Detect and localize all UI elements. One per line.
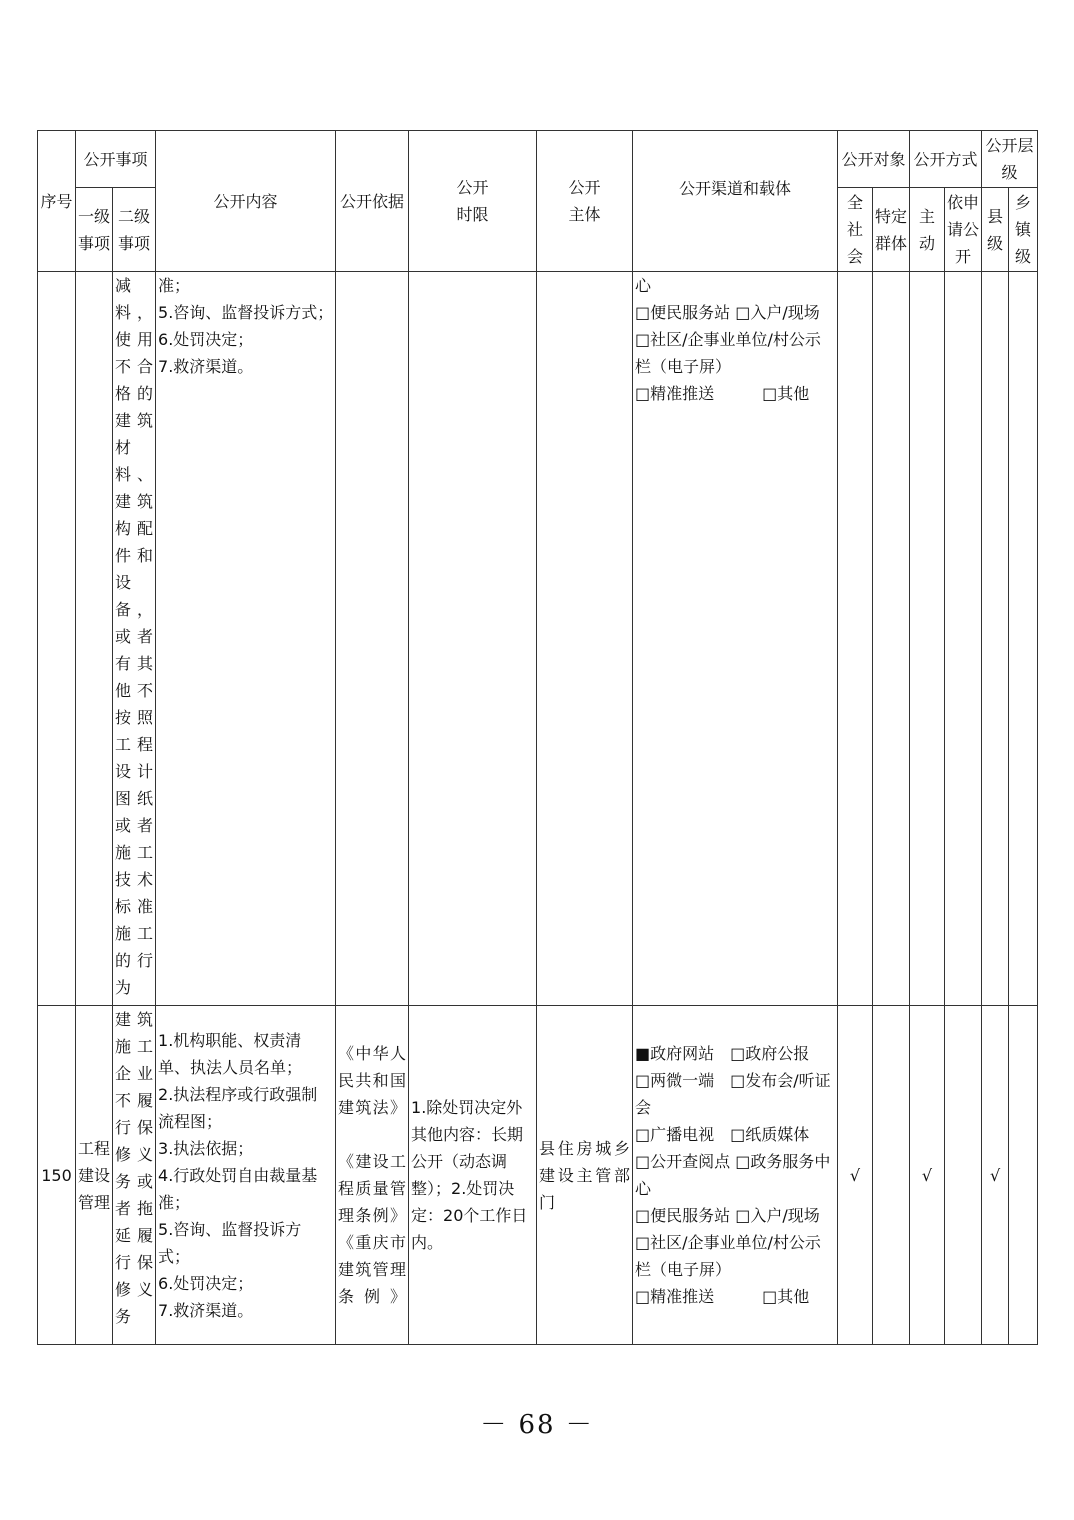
basis-line: 《重庆市建筑管理条例》: [338, 1233, 407, 1306]
header-level-town: 乡镇级: [1009, 188, 1038, 272]
disclosure-table: [37, 130, 1038, 1345]
cell-method-active: [910, 272, 945, 1006]
content-line: 5.咨询、监督投诉方式；: [158, 1219, 302, 1266]
cell-target-all: √: [838, 1006, 873, 1345]
header-method-group: 公开方式: [910, 131, 982, 188]
header-basis: 公开依据: [336, 131, 409, 272]
cell-level-county: [982, 272, 1009, 1006]
channel-line: □精准推送 □其他: [635, 384, 810, 403]
channel-line: 心: [635, 276, 652, 295]
cell-time-limit: 1.除处罚决定外其他内容：长期公开（动态调整）；2.处罚决定：20个工作日内。: [409, 1006, 537, 1345]
cell-level-county: √: [982, 1006, 1009, 1345]
channel-line: □便民服务站 □入户/现场: [635, 1206, 820, 1225]
channel-line: □便民服务站 □入户/现场: [635, 303, 820, 322]
cell-content: [156, 1006, 336, 1345]
header-target-group: 公开对象: [838, 131, 910, 188]
header-level1: 一级事项: [76, 188, 113, 272]
header-method-active: 主动: [910, 188, 945, 272]
cell-level1: 工程建设管理: [76, 1006, 113, 1345]
table-row: [38, 272, 1038, 1006]
cell-seq: 150: [38, 1006, 76, 1345]
cell-subject: 县住房城乡建设主管部门: [537, 1006, 633, 1345]
basis-line: 《建设工程质量管理条例》: [338, 1152, 407, 1225]
header-target-specific: 特定群体: [873, 188, 910, 272]
header-level-county: 县级: [982, 188, 1009, 272]
cell-method-request: [945, 272, 982, 1006]
cell-level2: 建筑施工企业不履行保修义务或者拖延履行保修义务: [113, 1006, 156, 1345]
cell-method-request: [945, 1006, 982, 1345]
cell-channel: [633, 1006, 838, 1345]
header-level2: 二级事项: [113, 188, 156, 272]
channel-line: □社区/企事业单位/村公示栏（电子屏）: [635, 330, 821, 376]
header-time-limit: 公开 时限: [409, 131, 537, 272]
channel-line: □两微一端 □发布会/听证会: [635, 1071, 831, 1117]
cell-content: [156, 272, 336, 1006]
channel-line: □广播电视 □纸质媒体: [635, 1125, 810, 1144]
cell-method-active: √: [910, 1006, 945, 1345]
cell-level-town: [1009, 272, 1038, 1006]
channel-line: □精准推送 □其他: [635, 1287, 810, 1306]
cell-channel: [633, 272, 838, 1006]
cell-basis: [336, 272, 409, 1006]
header-target-all: 全社会: [838, 188, 873, 272]
content-line: 4.行政处罚自由裁量基准；: [158, 1165, 318, 1212]
table-row: [38, 1006, 1038, 1345]
cell-seq: [38, 272, 76, 1006]
content-line: 6.处罚决定；: [158, 330, 254, 349]
basis-line: 《中华人民共和国建筑法》: [338, 1044, 407, 1117]
cell-target-specific: [873, 272, 910, 1006]
header-channel: 公开渠道和载体: [633, 131, 838, 272]
content-line: 1.机构职能、权责清单、执法人员名单；: [158, 1030, 303, 1077]
page-number: － 68 －: [480, 1410, 594, 1440]
header-content: 公开内容: [156, 131, 336, 272]
header-seq: 序号: [38, 131, 76, 272]
channel-line: □公开查阅点 □政务服务中心: [635, 1152, 831, 1198]
content-line: 7.救济渠道。: [158, 1300, 254, 1320]
content-line: 6.处罚决定；: [158, 1273, 254, 1293]
content-line: 3.执法依据；: [158, 1138, 254, 1158]
channel-line: ■政府网站 □政府公报: [635, 1044, 810, 1063]
cell-target-all: [838, 272, 873, 1006]
content-line: 准；: [158, 276, 191, 295]
content-line: 2.执法程序或行政强制流程图；: [158, 1084, 318, 1131]
cell-level2: 减料，使用不合格的建筑材料、建筑构配件和设备，或者有其他不按照工程设计图纸或者施工技术标准施工的行为: [113, 272, 156, 1006]
header-items-group: 公开事项: [76, 131, 156, 188]
content-line: 5.咨询、监督投诉方式；: [158, 303, 334, 322]
channel-line: □社区/企事业单位/村公示栏（电子屏）: [635, 1233, 821, 1279]
cell-time-limit: [409, 272, 537, 1006]
header-level-group: 公开层级: [982, 131, 1038, 188]
content-line: 7.救济渠道。: [158, 357, 254, 376]
cell-subject: [537, 272, 633, 1006]
header-subject: 公开 主体: [537, 131, 633, 272]
cell-target-specific: [873, 1006, 910, 1345]
cell-basis: [336, 1006, 409, 1345]
basis-spacer: [338, 1121, 406, 1148]
cell-level-town: [1009, 1006, 1038, 1345]
cell-level1: [76, 272, 113, 1006]
header-method-request: 依申请公开: [945, 188, 982, 272]
